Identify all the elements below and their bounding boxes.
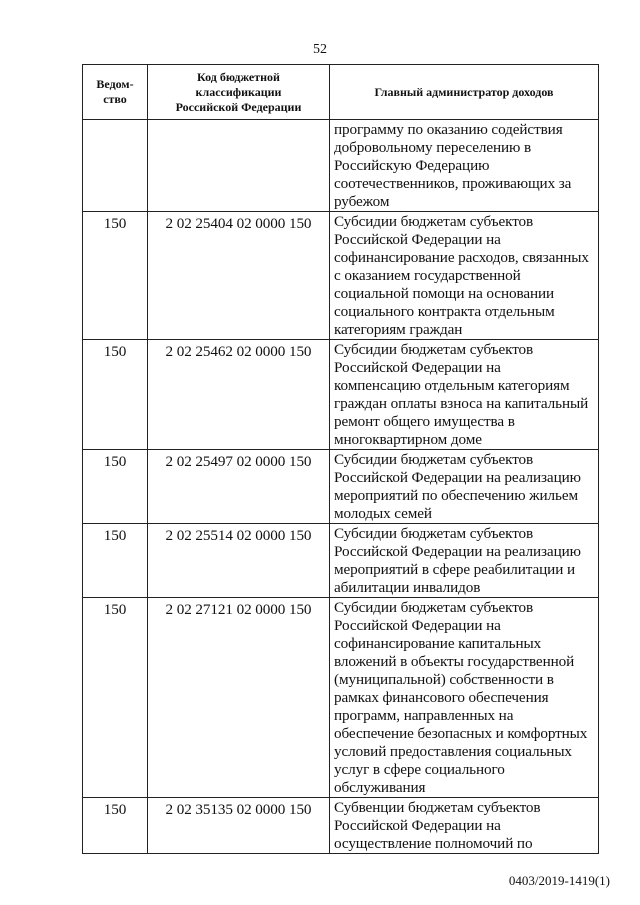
administrator-text-line: категориям граждан [334,321,463,338]
administrator-text-line: многоквартирном доме [334,431,482,448]
administrator-text-line: Российской Федерации на реализацию [334,543,581,560]
administrator-text-line: осуществление полномочий по [334,835,533,852]
table-row [83,340,599,450]
cell-vedomstvo: 150 [83,450,148,524]
table-row [83,598,599,798]
page-number: 52 [313,42,327,57]
cell-administrator [330,450,599,524]
administrator-text-line: молодых семей [334,505,432,522]
header-vedomstvo [83,65,148,120]
table-row [83,450,599,524]
cell-administrator [330,120,599,212]
administrator-text-line: Субсидии бюджетам субъектов [334,599,534,616]
administrator-text-line: Субсидии бюджетам субъектов [334,213,534,230]
header-code-line: классификации [195,84,282,99]
cell-budget-code: 2 02 25404 02 0000 150 [148,212,330,340]
administrator-text-line: Российской Федерации на [334,359,501,376]
administrator-text-line: социальной помощи на основании [334,285,555,302]
administrator-text-line: Российской Федерации на [334,231,501,248]
administrator-text-line: Российскую Федерацию [334,157,490,174]
table-row [83,120,599,212]
cell-vedomstvo: 150 [83,524,148,598]
administrator-text-line: с оказанием государственной [334,267,521,284]
administrator-text-line: условий предоставления социальных [334,743,572,760]
administrator-text-line: программ, направленных на [334,707,514,724]
table-row [83,212,599,340]
administrator-text-line: мероприятий по обеспечению жильем [334,487,579,504]
header-vedomstvo-line: ство [103,92,127,106]
cell-budget-code: 2 02 25497 02 0000 150 [148,450,330,524]
header-code-line: Код бюджетной [197,69,280,84]
administrator-text-line: соотечественников, проживающих за [334,175,572,192]
administrator-text-line: обеспечение безопасных и комфортных [334,725,588,742]
cell-budget-code: 2 02 35135 02 0000 150 [148,798,330,854]
table-row [83,524,599,598]
administrator-text-line: Субвенции бюджетам субъектов [334,799,541,816]
cell-administrator [330,212,599,340]
cell-administrator [330,798,599,854]
administrator-text-line: Российской Федерации на [334,817,501,834]
cell-budget-code: 2 02 27121 02 0000 150 [148,598,330,798]
table-header-row [83,65,599,120]
administrator-text-line: абилитации инвалидов [334,579,481,596]
administrator-text-line: софинансирование расходов, связанных [334,249,589,266]
budget-table [82,64,599,854]
administrator-text-line: социального контракта отдельным [334,303,555,320]
administrator-text-line: услуг в сфере социального [334,761,505,778]
cell-vedomstvo: 150 [83,798,148,854]
administrator-text-line: граждан оплаты взноса на капитальный [334,395,589,412]
table-row [83,798,599,854]
administrator-text-line: обслуживания [334,779,426,796]
cell-budget-code: 2 02 25462 02 0000 150 [148,340,330,450]
administrator-text-line: Российской Федерации на [334,617,501,634]
administrator-text-line: Субсидии бюджетам субъектов [334,525,534,542]
cell-vedomstvo: 150 [83,340,148,450]
cell-administrator [330,598,599,798]
header-vedomstvo-line: Ведом- [96,77,134,91]
administrator-text-line: ремонт общего имущества в [334,413,515,430]
cell-vedomstvo [83,120,148,212]
administrator-text-line: софинансирование капитальных [334,635,542,652]
administrator-text-line: (муниципальной) собственности в [334,671,554,688]
administrator-text-line: рубежом [334,193,390,210]
cell-vedomstvo: 150 [83,212,148,340]
header-admin: Главный администратор доходов [330,65,599,120]
administrator-text-line: Субсидии бюджетам субъектов [334,451,534,468]
cell-budget-code [148,120,330,212]
cell-administrator [330,524,599,598]
administrator-text-line: вложений в объекты государственной [334,653,575,670]
document-id: 0403/2019-1419(1) [508,873,610,888]
administrator-text-line: Российской Федерации на реализацию [334,469,581,486]
administrator-text-line: рамках финансового обеспечения [334,689,549,706]
administrator-text-line: мероприятий в сфере реабилитации и [334,561,575,578]
administrator-text-line: программу по оказанию содействия [334,121,563,138]
cell-administrator [330,340,599,450]
header-code-line: Российской Федерации [175,99,302,114]
administrator-text-line: добровольному переселению в [334,139,532,156]
header-code [148,65,330,120]
cell-budget-code: 2 02 25514 02 0000 150 [148,524,330,598]
cell-vedomstvo: 150 [83,598,148,798]
administrator-text-line: компенсацию отдельным категориям [334,377,570,394]
administrator-text-line: Субсидии бюджетам субъектов [334,341,534,358]
